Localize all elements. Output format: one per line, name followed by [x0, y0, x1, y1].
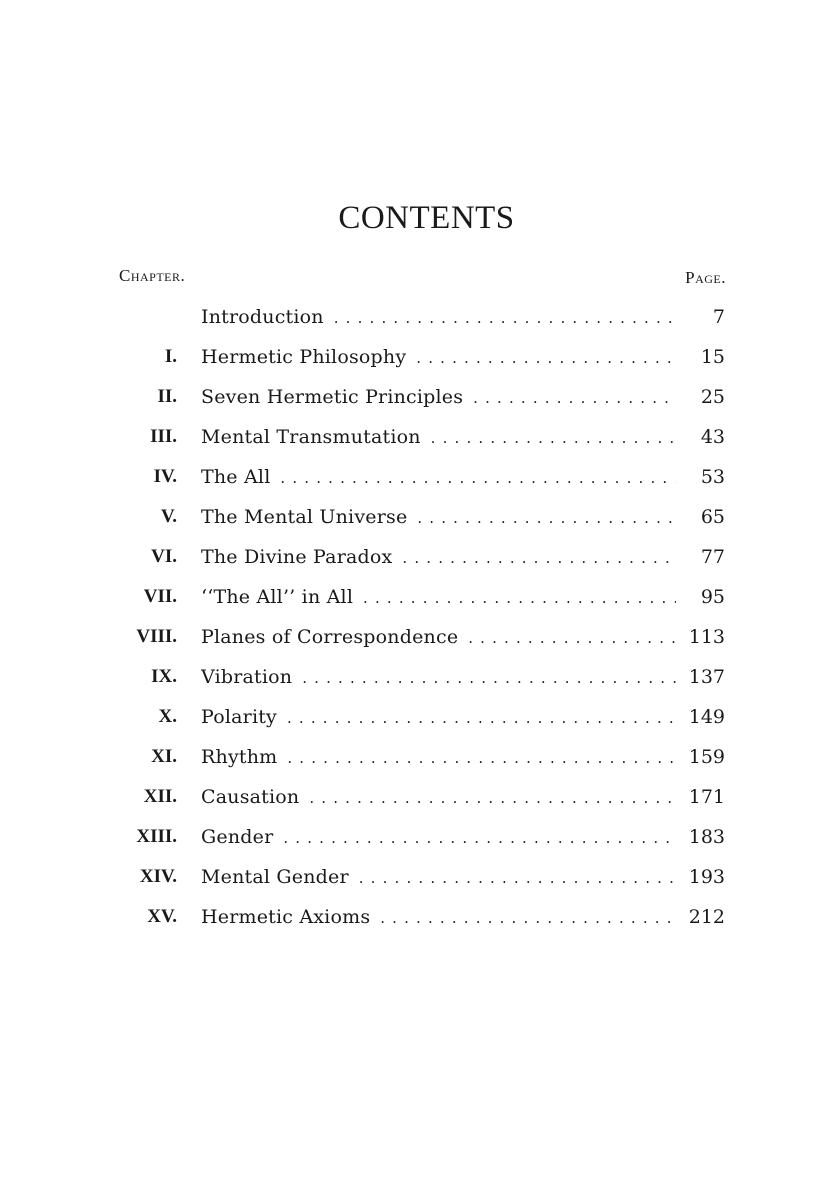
chapter-number: I.	[164, 346, 177, 367]
page-number: 149	[688, 706, 725, 728]
chapter-number: V.	[160, 506, 177, 527]
chapter-number: XV.	[147, 906, 177, 927]
toc-entry-chapter-8[interactable]	[0, 620, 840, 654]
toc-entry-introduction[interactable]	[0, 300, 840, 334]
chapter-number: IV.	[153, 466, 177, 487]
chapter-title: Introduction	[201, 306, 328, 328]
page-number: 7	[712, 306, 725, 328]
chapter-number: XIV.	[139, 866, 177, 887]
chapter-number: VII.	[143, 586, 177, 607]
page-number: 113	[688, 626, 725, 648]
chapter-title: The All	[201, 466, 274, 488]
page-number: 65	[700, 506, 725, 528]
toc-entry-chapter-1[interactable]	[0, 340, 840, 374]
page-number: 193	[688, 866, 725, 888]
chapter-number: X.	[158, 706, 177, 727]
toc-entry-chapter-4[interactable]	[0, 460, 840, 494]
chapter-number: XII.	[143, 786, 177, 807]
chapter-number: XI.	[151, 746, 177, 767]
toc-entry-chapter-9[interactable]	[0, 660, 840, 694]
toc-entry-chapter-3[interactable]	[0, 420, 840, 454]
toc-entry-chapter-2[interactable]	[0, 380, 840, 414]
chapter-title: Hermetic Philosophy	[201, 346, 410, 368]
toc-entry-chapter-11[interactable]	[0, 740, 840, 774]
chapter-title: Gender	[201, 826, 277, 848]
chapter-column-header: Chapter.	[119, 266, 186, 285]
chapter-number: VIII.	[136, 626, 177, 647]
chapter-number: III.	[150, 426, 177, 447]
toc-entry-chapter-10[interactable]	[0, 700, 840, 734]
chapter-title: The Mental Universe	[201, 506, 411, 528]
page-number: 25	[700, 386, 725, 408]
page-number: 77	[700, 546, 725, 568]
page-number: 159	[688, 746, 725, 768]
toc-entry-chapter-13[interactable]	[0, 820, 840, 854]
chapter-number: VI.	[151, 546, 177, 567]
chapter-title: Causation	[201, 786, 303, 808]
toc-entry-chapter-5[interactable]	[0, 500, 840, 534]
chapter-title: ‘‘The All’’ in All	[201, 586, 357, 608]
chapter-number: XIII.	[136, 826, 177, 847]
toc-entry-chapter-12[interactable]	[0, 780, 840, 814]
chapter-title: Polarity	[201, 706, 281, 728]
page-number: 95	[700, 586, 725, 608]
page-number: 43	[700, 426, 725, 448]
chapter-number: II.	[157, 386, 177, 407]
page-number: 15	[700, 346, 725, 368]
page-number: 53	[700, 466, 725, 488]
chapter-title: Seven Hermetic Principles	[201, 386, 467, 408]
chapter-title: Mental Gender	[201, 866, 353, 888]
chapter-title: Hermetic Axioms	[201, 906, 374, 928]
chapter-title: Planes of Correspondence	[201, 626, 462, 648]
chapter-title: Vibration	[201, 666, 296, 688]
chapter-title: Rhythm	[201, 746, 281, 768]
page-number: 212	[688, 906, 725, 928]
chapter-number: IX.	[151, 666, 177, 687]
toc-entry-chapter-7[interactable]	[0, 580, 840, 614]
page-column-header: Page.	[685, 268, 726, 287]
chapter-title: The Divine Paradox	[201, 546, 396, 568]
page-number: 183	[688, 826, 725, 848]
chapter-title: Mental Transmutation	[201, 426, 425, 448]
page-number: 171	[688, 786, 725, 808]
toc-entry-chapter-6[interactable]	[0, 540, 840, 574]
toc-entry-chapter-15[interactable]	[0, 900, 840, 934]
page-title: CONTENTS	[338, 200, 515, 236]
page-number: 137	[688, 666, 725, 688]
toc-entry-chapter-14[interactable]	[0, 860, 840, 894]
